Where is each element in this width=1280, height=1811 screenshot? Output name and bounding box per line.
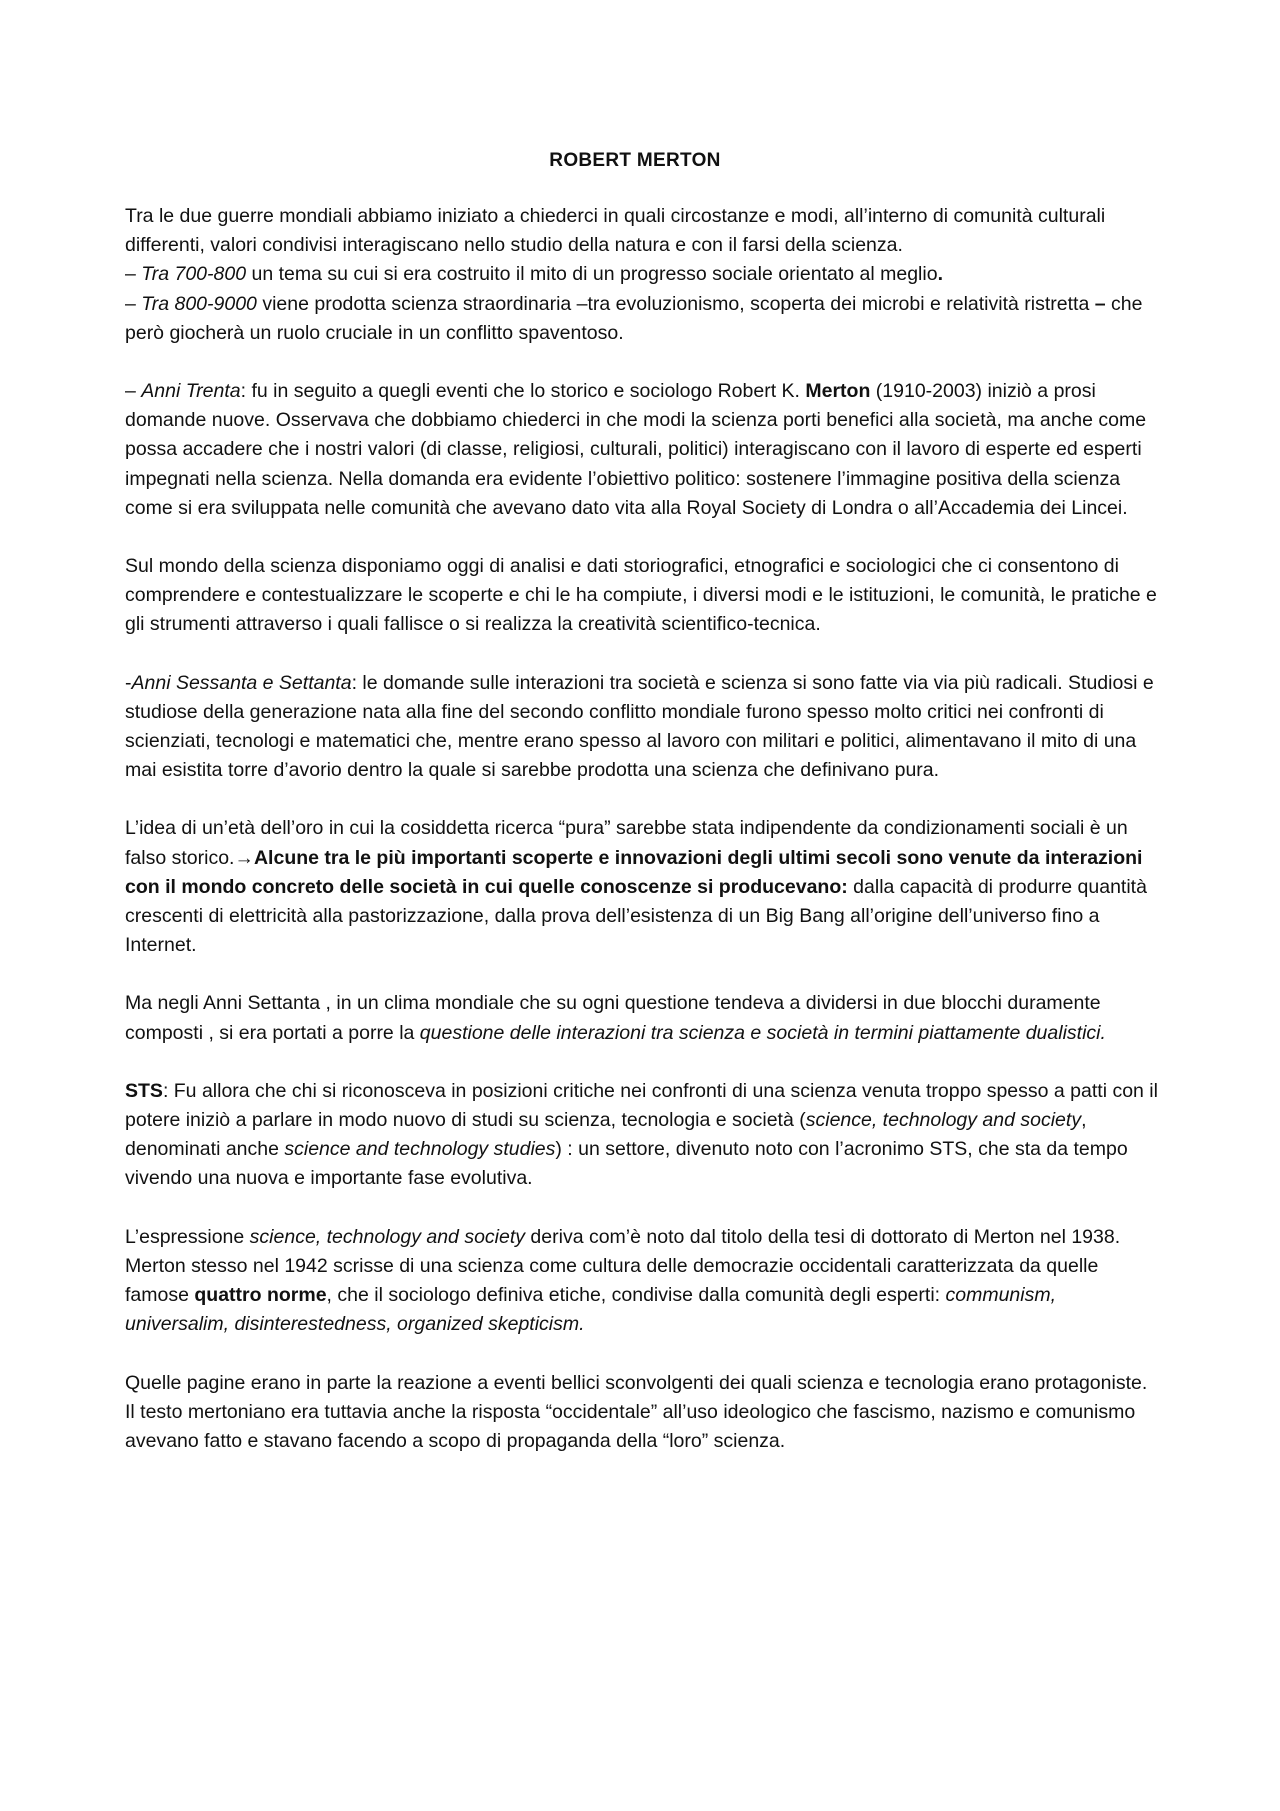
arrow-icon: → [234,846,254,869]
paragraph-line: Quelle pagine erano in parte la reazione a eventi bellici sconvolgenti dei quali scienza e tecnologia erano protagoniste. [125,1371,1148,1394]
paragraph-intro-text: Tra le due guerre mondiali abbiamo iniziato a chiederci in quali circostanze e modi, all’interno di comunità culturali differenti, valori condivisi interagiscano nello studio della natura e con il farsi della scienza. [125,205,1106,257]
paragraph-anni-settanta: Ma negli Anni Settanta , in un clima mondiale che su ogni questione tendeva a dividersi in due blocchi duramente composti , si era portati a porre la questione delle interazioni tra scienza e società in termini piattamente dualistici. [125,992,1106,1044]
paragraph-anni-trenta: – Anni Trenta: fu in seguito a quegli eventi che lo storico e sociologo Robert K. Merton (1910-2003) iniziò a prosi domande nuove. Osservava che dobbiamo chiederci in che modi la scienza porti benefici alla società, ma anche come possa accadere che i nostri valori (di classe, religiosi, culturali, politici) interagiscano con il lavoro di esperte ed esperti impegnati nella scienza. Nella domanda era evidente l’obiettivo politico: sostenere l’immagine positiva della scienza come si era sviluppata nelle comunità che avevano dato vita alla Royal Society di Londra o all’Accademia dei Lincei. [125,380,1147,519]
paragraph-anni-sessanta: -Anni Sessanta e Settanta: le domande sulle interazioni tra società e scienza si sono fatte via via più radicali. Studiosi e studiose della generazione nata alla fine del secondo conflitto mondiale furono spesso molto critici nei confronti di scienziati, tecnologi e matematici che, mentre erano spesso al lavoro con militari e politici, alimentavano il mito di una mai esistita torre d’avorio dentro la quale si sarebbe prodotta una scienza che definivano pura. [125,671,1154,782]
document-title: ROBERT MERTON [549,150,721,171]
paragraph-expression: L’espressione science, technology and society deriva com’è noto dal titolo della tesi di dottorato di Merton nel 1938. Merton stesso nel 1942 scrisse di una scienza come cultura delle democrazie occidentali caratterizzata da quelle famose quattro norme, che il sociologo definiva etiche, condivise dalla comunità degli esperti: communism, universalim, disinterestedness, organized skepticism. [125,1225,1121,1336]
document-page [125,150,1165,1485]
paragraph-interwar [125,202,1165,348]
paragraph-golden-age: L’idea di un’età dell’oro in cui la cosiddetta ricerca “pura” sarebbe stata indipendente da condizionamenti sociali è un falso storico.→Alcune tra le più importanti scoperte e innovazioni degli ultimi secoli sono venute da interazioni con il mondo concreto delle società in cui quelle conoscenze si producevano: dalla capacità di produrre quantità crescenti di elettricità alla pastorizzazione, dalla prova dell’esistenza di un Big Bang all’origine dell’universo fino a Internet. [125,817,1147,957]
paragraph-line: Il testo mertoniano era tuttavia anche la risposta “occidentale” all’uso ideologico che fascismo, nazismo e comunismo avevano fatto e stavano facendo a scopo di propaganda della “loro” scienza. [125,1400,1136,1452]
paragraph-conclusion [125,1369,1165,1457]
paragraph-science-world: Sul mondo della scienza disponiamo oggi di analisi e dati storiografici, etnografici e sociologici che ci consentono di comprendere e contestualizzare le scoperte e chi le ha compiute, i diversi modi e le istituzioni, le comunità, le pratiche e gli strumenti attraverso i quali fallisce o si realizza la creatività scientifico-tecnica. [125,555,1157,636]
paragraph-sts: STS: Fu allora che chi si riconosceva in posizioni critiche nei confronti di una scienza venuta troppo spesso a patti con il potere iniziò a parlare in modo nuovo di studi su scienza, tecnologia e società (science, technology and society, denominati anche science and technology studies) : un settore, divenuto noto con l’acronimo STS, che sta da tempo vivendo una nuova e importante fase evolutiva. [125,1079,1158,1190]
list-item-700-800: – Tra 700-800 un tema su cui si era costruito il mito di un progresso sociale orientato al meglio. [125,263,943,286]
list-item-800-9000: – Tra 800-9000 viene prodotta scienza straordinaria –tra evoluzionismo, scoperta dei microbi e relatività ristretta – che però giocherà un ruolo cruciale in un conflitto spaventoso. [125,292,1143,344]
